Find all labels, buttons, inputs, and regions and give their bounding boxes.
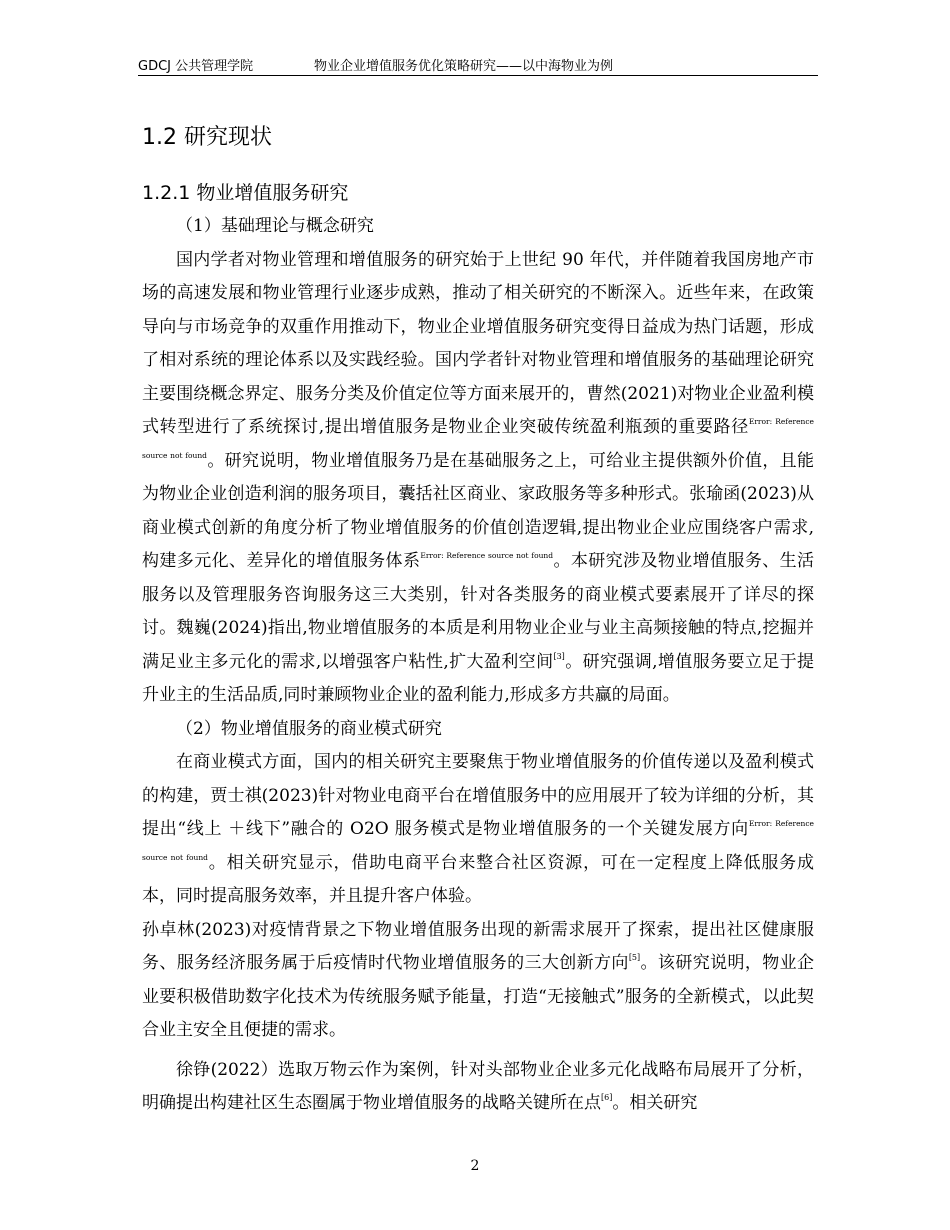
paragraph-4-text-b: 。相关研究	[612, 1093, 698, 1113]
reference-error-3: Error: Reference source not found	[142, 819, 814, 862]
header-school: GDCJ 公共管理学院	[138, 59, 254, 74]
paragraph-1-text-b: 。研究说明，物业增值服务乃是在基础服务之上，可给业主提供额外价值，且能为物业企业创造利润的服务项目，囊括社区商业、家政服务等多种形式。张瑜函(2023)从商业模式创新的角度分析了物业增值服务的价值创造逻辑,提出物业企业应围绕客户需求,构建多元化、差异化的增值服务体系	[142, 450, 815, 571]
paragraph-3	[142, 914, 814, 1048]
page-number: 2	[470, 1158, 480, 1174]
section-heading: 1.2 研究现状	[142, 125, 272, 150]
reference-error-2: Error: Reference source not found	[420, 551, 554, 560]
subtopic-2-heading: （2）物业增值服务的商业模式研究	[176, 718, 442, 739]
subtopic-1-heading: （1）基础理论与概念研究	[176, 216, 374, 236]
paragraph-2-text-b: 。相关研究显示，借助电商平台来整合社区资源，可在一定程度上降低服务成本，同时提高服务效率，并且提升客户体验。	[142, 852, 814, 906]
body-text	[142, 210, 814, 1121]
citation-6: [6]	[601, 1093, 613, 1102]
citation-3: [3]	[553, 651, 565, 661]
page-header	[138, 55, 818, 76]
paragraph-3-text-b: 。该研究说明，物业企业要积极借助数字化技术为传统服务赋予能量，打造“无接触式”服务的全新模式，以此契合业主安全且便捷的需求。	[142, 953, 815, 1040]
paragraph-1-text-a: 国内学者对物业管理和增值服务的研究始于上世纪 90 年代，并伴随着我国房地产市场的高速发展和物业管理行业逐步成熟，推动了相关研究的不断深入。近些年来，在政策导向与市场竞争的双重作用推动下，物业企业增值服务研究变得日益成为热门话题，形成了相对系统的理论体系以及实践经验。国内学者针对物业管理和增值服务的基础理论研究主要围绕概念界定、服务分类及价值定位等方面来展开的，曹然(2021)对物业企业盈利模式转型进行了系统探讨,提出增值服务是物业企业突破传统盈利瓶颈的重要路径	[142, 249, 814, 437]
paragraph-2	[142, 746, 814, 914]
paragraph-1	[142, 244, 814, 713]
citation-5: [5]	[628, 953, 641, 962]
paragraph-1-text-c: 。本研究涉及物业增值服务、生活服务以及管理服务咨询服务这三大类别，针对各类服务的商业模式要素展开了详尽的探讨。魏巍(2024)指出,物业增值服务的本质是利用物业企业与业主高频接触的特点,挖掘并满足业主多元化的需求,以增强客户粘性,扩大盈利空间	[142, 551, 815, 672]
header-title: 物业企业增值服务优化策略研究——以中海物业为例	[314, 59, 614, 74]
reference-error-1: Error: Reference source not found	[142, 417, 814, 460]
paragraph-3-text-a: 孙卓林(2023)对疫情背景之下物业增值服务出现的新需求展开了探索，提出社区健康服务、服务经济服务属于后疫情时代物业增值服务的三大创新方向	[142, 919, 814, 973]
paragraph-4	[142, 1054, 814, 1121]
paragraph-1-text-d: 。研究强调,增值服务要立足于提升业主的生活品质,同时兼顾物业企业的盈利能力,形成多方共赢的局面。	[142, 651, 815, 705]
paragraph-2-text-a: 在商业模式方面，国内的相关研究主要聚焦于物业增值服务的价值传递以及盈利模式的构建，贾士祺(2023)针对物业电商平台在增值服务中的应用展开了较为详细的分析，其提出“线上 ＋线下”融合的 O2O 服务模式是物业增值服务的一个关键发展方向	[142, 752, 814, 839]
subsection-heading: 1.2.1 物业增值服务研究	[142, 182, 349, 204]
paragraph-4-text-a: 徐铮(2022）选取万物云作为案例，针对头部物业企业多元化战略布局展开了分析，明确提出构建社区生态圈属于物业增值服务的战略关键所在点	[142, 1059, 814, 1113]
